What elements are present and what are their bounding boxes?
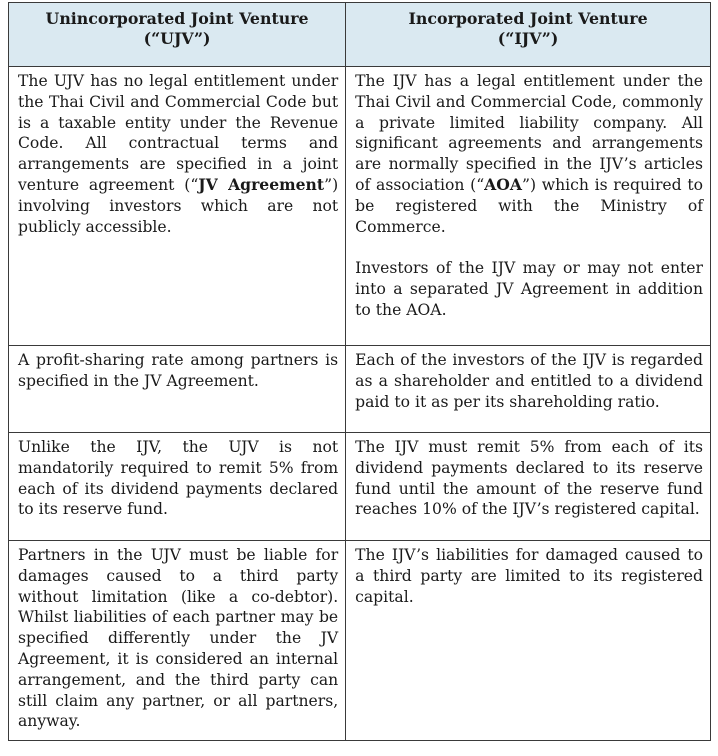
comparison-table [8, 2, 711, 741]
table-row [9, 67, 711, 346]
header-cell-ujv [9, 3, 346, 67]
term-jv-agreement: JV Agreement [198, 174, 325, 194]
cell-text: The UJV has no legal entitlement under the Thai Civil and Commercial Code but is a taxable entity under the Revenue Code. All contractual terms and arrangements are specified in a joint venture agreement (“ [18, 72, 339, 194]
header-cell-ijv [346, 3, 711, 67]
cell-text: ”) involving investors which are not publicly accessible. [18, 175, 339, 236]
cell-ujv-profit-sharing: A profit-sharing rate among partners is specified in the JV Agreement. [9, 346, 346, 433]
cell-ijv-profit-sharing: Each of the investors of the IJV is regarded as a shareholder and entitled to a dividend paid to it as per its shareholding ratio. [346, 346, 711, 433]
header-abbr-ijv: (“IJV”) [497, 29, 559, 48]
header-row [9, 3, 711, 67]
cell-ujv-legal-status [9, 67, 346, 346]
cell-text: The IJV has a legal entitlement under the Thai Civil and Commercial Code, commonly a private limited liability company. All significant agreements and arrangements are normally specified in the IJV’s articles of association (“ [355, 72, 703, 194]
cell-ujv-liability: Partners in the UJV must be liable for damages caused to a third party without limitation (like a co-debtor). Whilst liabilities of each partner may be specified differently under the JV Agreement, it is considered an internal arrangement, and the third party can still claim any partner, or all partners, anyway. [9, 541, 346, 741]
header-title-ijv: Incorporated Joint Venture [408, 9, 648, 28]
header-title-ujv: Unincorporated Joint Venture [45, 9, 309, 28]
cell-ujv-reserve-fund: Unlike the IJV, the UJV is not mandatorily required to remit 5% from each of its dividend payments declared to its reserve fund. [9, 433, 346, 541]
term-aoa: AOA [484, 174, 522, 194]
table-row [9, 541, 711, 741]
cell-text-second-paragraph: Investors of the IJV may or may not enter into a separated JV Agreement in addition to the AOA. [355, 259, 703, 319]
table-row [9, 346, 711, 433]
cell-text: ”) which is required to be registered with the Ministry of Commerce. [355, 175, 703, 236]
cell-ijv-legal-status [346, 67, 711, 346]
header-abbr-ujv: (“UJV”) [143, 29, 211, 48]
cell-ijv-liability: The IJV’s liabilities for damaged caused to a third party are limited to its registered capital. [346, 541, 711, 741]
cell-ijv-reserve-fund: The IJV must remit 5% from each of its dividend payments declared to its reserve fund until the amount of the reserve fund reaches 10% of the IJV’s registered capital. [346, 433, 711, 541]
table-row [9, 433, 711, 541]
